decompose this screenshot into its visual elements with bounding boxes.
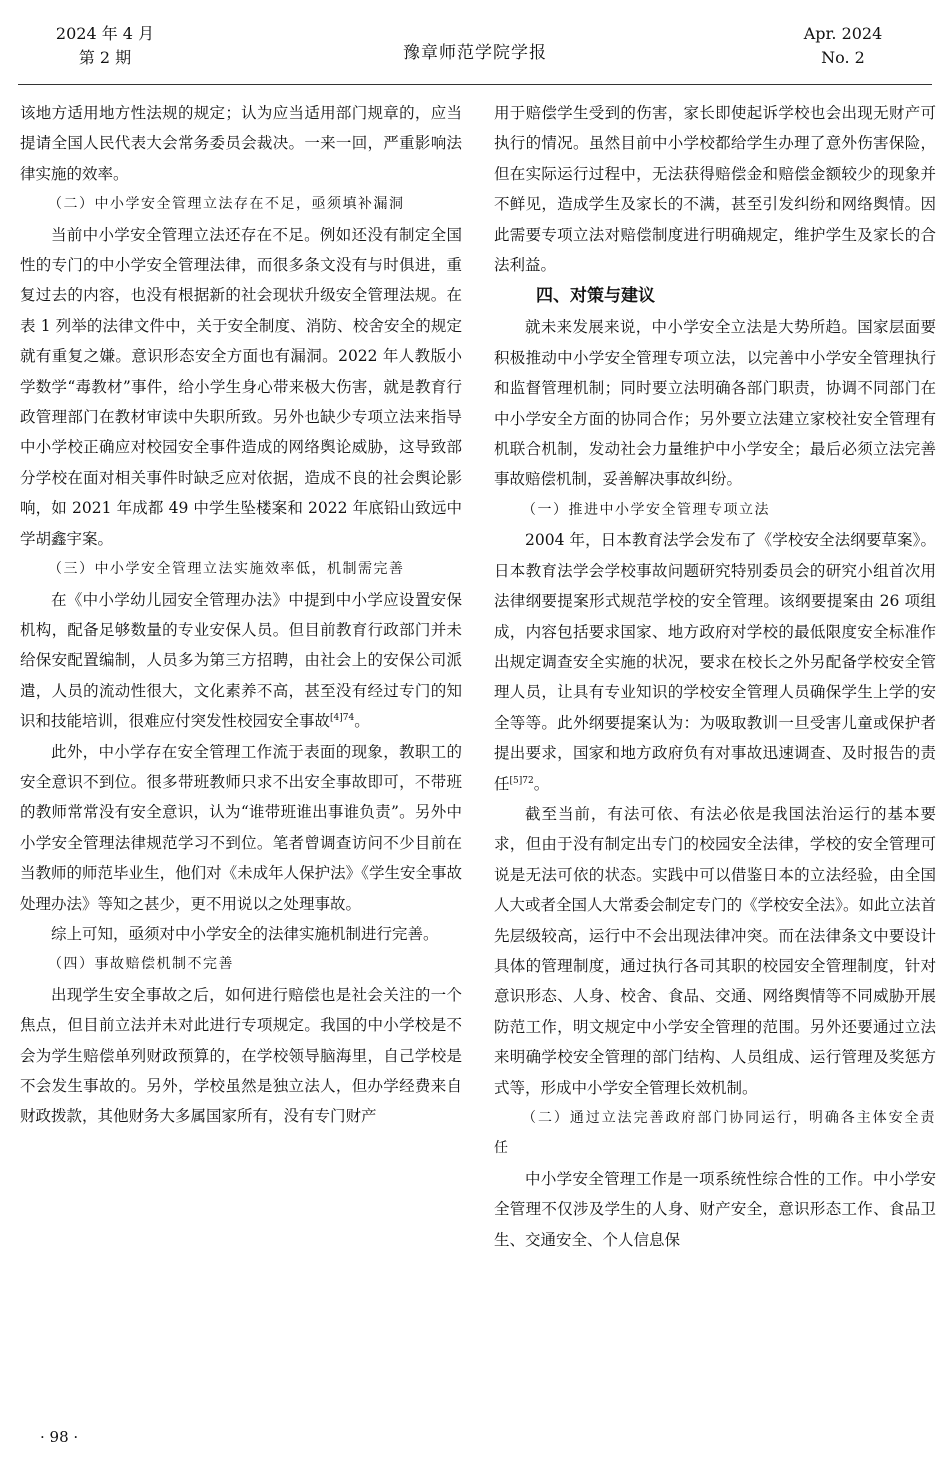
journal-title: 豫章师范学院学报: [403, 43, 547, 63]
issue-number-cn: 第 2 期: [78, 48, 132, 67]
paragraph: 此外，中小学存在安全管理工作流于表面的现象，教职工的安全意识不到位。很多带班教师只求不出安全事故即可，不带班的教师常常没有安全意识，认为“谁带班谁出事谁负责”。另外中小学安全管理法律规范学习不到位。笔者曾调查访问不少目前在当教师的师范毕业生，他们对《未成年人保护法》《学生安全事故处理办法》等知之甚少，更不用说以之处理事故。: [20, 742, 462, 913]
subsection-heading: （二）中小学安全管理立法存在不足，亟须填补漏洞: [48, 196, 405, 213]
paragraph-end: 。: [533, 774, 550, 793]
issue-date-en: [778, 22, 908, 70]
paragraph: 出现学生安全事故之后，如何进行赔偿也是社会关注的一个焦点，但目前立法并未对此进行专项规定。我国的中小学校是不会为学生赔偿单列财政预算的，在学校领导脑海里，自己学校是不会发生事故的。另外，学校虽然是独立法人，但办学经费来自财政拨款，其他财务大多属国家所有，没有专门财产: [20, 985, 462, 1126]
paragraph: 综上可知，亟须对中小学安全的法律实施机制进行完善。: [51, 924, 439, 943]
paragraph: 当前中小学安全管理立法还存在不足。例如还没有制定全国性的专门的中小学安全管理法律，而很多条文没有与时俱进，重复过去的内容，也没有根据新的社会现状升级安全管理法规。在表 1 列举的法律文件中，关于安全制度、消防、校舍安全的规定就有重复之嫌。意识形态安全方面也有漏洞。2022 年人教版小学数学“毒教材”事件，给小学生身心带来极大伤害，就是教育行政管理部门在教材审读中失职所致。另外也缺少专项立法来指导中小学校正确应对校园安全事件造成的网络舆论威胁，这导致部分学校在面对相关事件时缺乏应对依据，造成不良的社会舆论影响，如 2021 年成都 49 中学生坠楼案和 2022 年底铅山致远中学胡鑫宇案。: [20, 225, 462, 548]
paragraph: 该地方适用地方性法规的规定；认为应当适用部门规章的，应当提请全国人民代表大会常务委员会裁决。一来一回，严重影响法律实施的效率。: [20, 104, 462, 183]
subsection-heading: （四）事故赔偿机制不完善: [48, 956, 234, 973]
citation: [5]72: [509, 775, 534, 786]
paragraph-text: 在《中小学幼儿园安全管理办法》中提到中小学应设置安保机构，配备足够数量的专业安保人员。但目前教育行政部门并未给保安配置编制，人员多为第三方招聘，由社会上的安保公司派遣，人员的流动性很大，文化素养不高，甚至没有经过专门的知识和技能培训，很难应付突发性校园安全事故: [20, 590, 462, 731]
issue-number-en: No. 2: [821, 48, 865, 67]
paragraph-end: 。: [354, 712, 370, 731]
paragraph-text: 2004 年，日本教育法学会发布了《学校安全法纲要草案》。日本教育法学会学校事故问题研究特别委员会的研究小组首次用法律纲要提案形式规范学校的安全管理。该纲要提案由 26 项组成，内容包括要求国家、地方政府对学校的最低限度安全标准作出规定调查安全实施的状况，要求在校长之外另配备学校安全管理人员，让具有专业知识的学校安全管理人员确保学生上学的安全等等。此外纲要提案认为：为吸取教训一旦受害儿童或保护者提出要求，国家和地方政府负有对事故迅速调查、及时报告的责任: [494, 531, 936, 793]
right-column: [494, 98, 936, 1255]
subsection-heading: （三）中小学安全管理立法实施效率低，机制需完善: [48, 561, 405, 578]
subsection-heading: （一）推进中小学安全管理专项立法: [522, 501, 770, 518]
issue-year-month: 2024 年 4 月: [55, 24, 155, 43]
paragraph: 中小学安全管理工作是一项系统性综合性的工作。中小学安全管理不仅涉及学生的人身、财产安全，意识形态工作、食品卫生、交通安全、个人信息保: [494, 1169, 936, 1249]
section-heading: 四、对策与建议: [536, 286, 655, 307]
paragraph: [494, 525, 936, 799]
left-column: [20, 98, 462, 1132]
issue-month-en: Apr. 2024: [803, 24, 883, 43]
paragraph: 截至当前，有法可依、有法必依是我国法治运行的基本要求，但由于没有制定出专门的校园安全法律，学校的安全管理可说是无法可依的状态。实践中可以借鉴日本的立法经验，由全国人大或者全国人大常委会制定专门的《学校安全法》。如此立法首先层级较高，运行中不会出现法律冲突。而在法律条文中要设计具体的管理制度，通过执行各司其职的校园安全管理制度，针对意识形态、人身、校舍、食品、交通、网络舆情等不同威胁开展防范工作，明文规定中小学安全管理的范围。另外还要通过立法来明确学校安全管理的部门结构、人员组成、运行管理及奖惩方式等，形成中小学安全管理长效机制。: [494, 804, 936, 1097]
citation: [4]74: [330, 712, 355, 723]
paragraph: 就未来发展来说，中小学安全立法是大势所趋。国家层面要积极推动中小学安全管理专项立法，以完善中小学安全管理执行和监督管理机制；同时要立法明确各部门职责，协调不同部门在中小学安全方面的协同合作；另外要立法建立家校社安全管理有机联合机制，发动社会力量维护中小学安全；最后必须立法完善事故赔偿机制，妥善解决事故纠纷。: [494, 318, 936, 489]
paragraph: [20, 585, 462, 737]
header-divider: [18, 84, 932, 85]
page-number: · 98 ·: [40, 1428, 79, 1446]
paragraph: 用于赔偿学生受到的伤害，家长即使起诉学校也会出现无财产可执行的情况。虽然目前中小学校都给学生办理了意外伤害保险，但在实际运行过程中，无法获得赔偿金和赔偿金额较少的现象并不鲜见，造成学生及家长的不满，甚至引发纠纷和网络舆情。因此需要专项立法对赔偿制度进行明确规定，维护学生及家长的合法利益。: [494, 104, 936, 275]
subsection-heading: （二）通过立法完善政府部门协同运行，明确各主体安全责任: [494, 1110, 936, 1157]
